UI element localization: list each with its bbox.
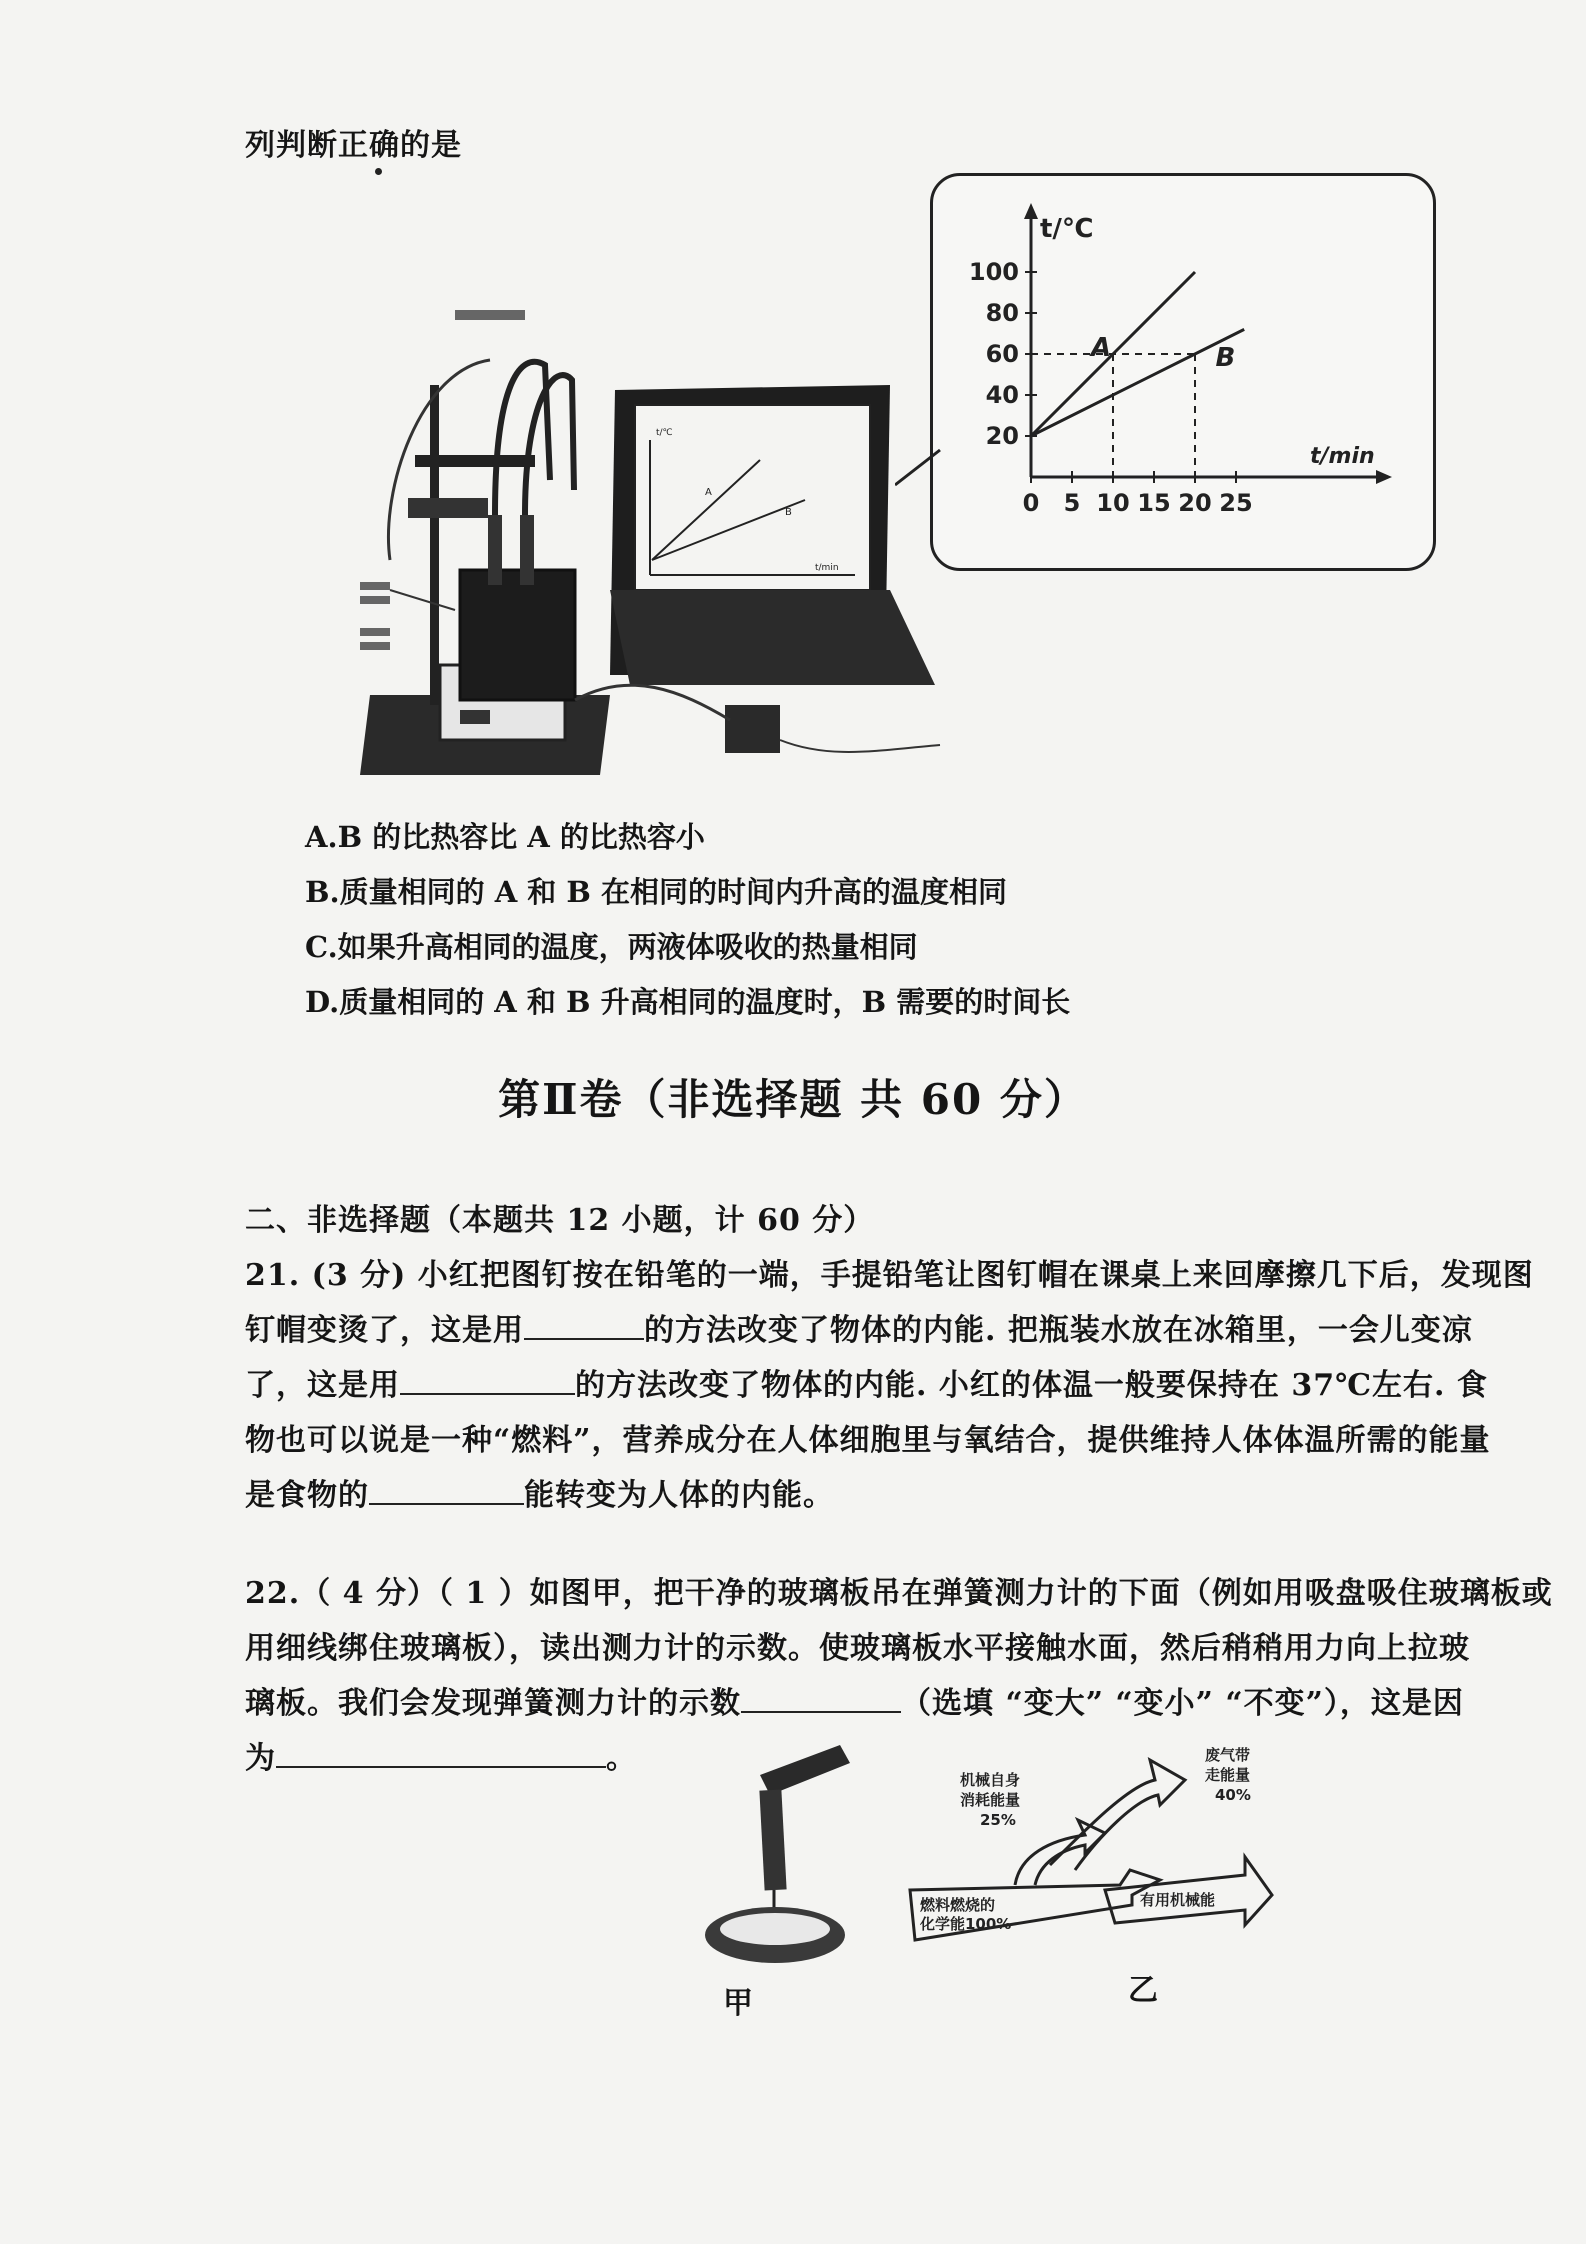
callout-pointer <box>895 440 955 490</box>
q22-line-3 <box>245 1678 1464 1722</box>
lead-line-2 <box>390 590 455 610</box>
input-label-2: 化学能100% <box>920 1915 1012 1933</box>
q21-line-1: 21. (3 分) 小红把图钉按在铅笔的一端，手提铅笔让图钉帽在课桌上来回摩擦几下后，发现图 <box>245 1258 1534 1293</box>
y-axis-arrow <box>1024 203 1038 219</box>
q21-line-2 <box>245 1305 1473 1349</box>
series-label-A: A <box>1091 333 1112 363</box>
q21-line-3 <box>245 1360 1488 1404</box>
x-tick-label: 0 <box>1022 489 1040 517</box>
series-line-B <box>1031 329 1244 436</box>
q21-line-3a: 了，这是用 <box>245 1368 400 1403</box>
clamp-lower <box>408 498 488 518</box>
q22-line-4a: 为 <box>245 1741 276 1776</box>
test-tube-b <box>520 515 534 585</box>
x-tick-label: 20 <box>1178 489 1212 517</box>
figure-jia-spring-scale <box>700 1745 860 1970</box>
data-logger <box>725 705 780 753</box>
q21-line-3b: 的方法改变了物体的内能. 小红的体温一般要保持在 37℃左右. 食 <box>575 1368 1488 1403</box>
exhaust-label-3: 40% <box>1215 1786 1251 1804</box>
input-label-1: 燃料燃烧的 <box>920 1896 996 1914</box>
temperature-time-chart <box>960 195 1410 535</box>
option-a: A.B 的比热容比 A 的比热容小 <box>305 820 705 854</box>
y-tick-label: 100 <box>968 258 1019 286</box>
beaker <box>460 570 575 700</box>
q22-line-3a: 璃板。我们会发现弹簧测力计的示数 <box>245 1686 741 1721</box>
q22-line-2: 用细线绑住玻璃板），读出测力计的示数。使玻璃板水平接触水面，然后稍稍用力向上拉玻 <box>245 1631 1470 1666</box>
q21-line-5a: 是食物的 <box>245 1478 369 1513</box>
series-label-B: B <box>1215 343 1236 373</box>
x-tick-label: 25 <box>1219 489 1253 517</box>
spring-scale-body <box>759 1789 786 1890</box>
screen-chart-ylabel: t/℃ <box>656 428 673 438</box>
iron-stand-rod <box>430 385 439 705</box>
exhaust-label-1: 废气带 <box>1205 1746 1251 1764</box>
self-loss-arrow <box>1015 1820 1105 1885</box>
q22-line-4b: 。 <box>606 1741 637 1776</box>
screen-label-b: B <box>785 507 792 518</box>
figure-yi-energy-flow <box>900 1745 1280 1970</box>
q21-line-5 <box>245 1470 834 1514</box>
clamp-upper <box>415 455 535 467</box>
option-c: C.如果升高相同的温度，两液体吸收的热量相同 <box>305 930 918 964</box>
option-b: B.质量相同的 A 和 B 在相同的时间内升高的温度相同 <box>305 875 1008 909</box>
q21-line-4: 物也可以说是一种“燃料”，营养成分在人体细胞里与氧结合，提供维持人体体温所需的能量 <box>245 1423 1491 1458</box>
figure-jia-label: 甲 <box>723 1986 754 2021</box>
y-tick-label: 80 <box>985 299 1019 327</box>
q22-blank-2[interactable] <box>276 1740 606 1768</box>
x-tick-label: 10 <box>1096 489 1130 517</box>
label-sensor <box>455 310 525 320</box>
test-tube-a <box>488 515 502 585</box>
q21-blank-1[interactable] <box>524 1312 644 1340</box>
label-tube-2 <box>360 596 390 604</box>
q21-line-5b: 能转变为人体的内能。 <box>524 1478 834 1513</box>
label-lamp-2 <box>360 642 390 650</box>
useful-label: 有用机械能 <box>1140 1891 1216 1909</box>
chart-xlabel: t/min <box>1310 444 1375 469</box>
question-tail: 列判断正确的是 <box>245 128 462 163</box>
q22-line-4 <box>245 1733 637 1777</box>
q21-line-2a: 钉帽变烫了，这是用 <box>245 1313 524 1348</box>
water-surface <box>720 1913 830 1945</box>
exhaust-label-2: 走能量 <box>1205 1766 1251 1784</box>
laptop-keyboard <box>610 590 935 685</box>
q21-blank-3[interactable] <box>369 1477 524 1505</box>
chart-ylabel: t/℃ <box>1040 214 1094 244</box>
screen-chart-xlabel: t/min <box>815 563 839 573</box>
y-tick-label: 40 <box>985 381 1019 409</box>
label-tube <box>360 582 390 590</box>
q22-line-1: 22.（ 4 分）（ 1 ）如图甲，把干净的玻璃板吊在弹簧测力计的下面（例如用吸盘吸住玻璃板或 <box>245 1576 1553 1611</box>
self-loss-label-3: 25% <box>980 1811 1016 1829</box>
y-tick-label: 60 <box>985 340 1019 368</box>
exhaust-arrow <box>1050 1760 1185 1870</box>
section-title: 第Ⅱ卷（非选择题 共 60 分） <box>498 1075 1088 1124</box>
self-loss-label-1: 机械自身 <box>960 1771 1021 1789</box>
figure-yi-label: 乙 <box>1128 1973 1159 2008</box>
heater-switch <box>460 710 490 724</box>
screen-label-a: A <box>705 487 712 498</box>
q21-line-2b: 的方法改变了物体的内能. 把瓶装水放在冰箱里，一会儿变凉 <box>644 1313 1473 1348</box>
cable-2 <box>780 740 940 752</box>
q22-blank-1[interactable] <box>741 1685 901 1713</box>
x-tick-label: 15 <box>1137 489 1171 517</box>
option-d: D.质量相同的 A 和 B 升高相同的温度时，B 需要的时间长 <box>305 985 1071 1019</box>
q21-blank-2[interactable] <box>400 1367 575 1395</box>
hand-grip <box>760 1745 850 1795</box>
x-axis-arrow <box>1376 470 1392 484</box>
x-tick-label: 5 <box>1063 489 1081 517</box>
q22-line-3b: （选填 “变大” “变小” “不变”），这是因 <box>901 1686 1464 1721</box>
self-loss-label-2: 消耗能量 <box>960 1791 1021 1809</box>
y-tick-label: 20 <box>985 422 1019 450</box>
dot-mark <box>375 168 382 175</box>
experiment-apparatus-figure <box>360 290 950 790</box>
label-lamp <box>360 628 390 636</box>
part-heading: 二、非选择题（本题共 12 小题，计 60 分） <box>245 1203 875 1238</box>
